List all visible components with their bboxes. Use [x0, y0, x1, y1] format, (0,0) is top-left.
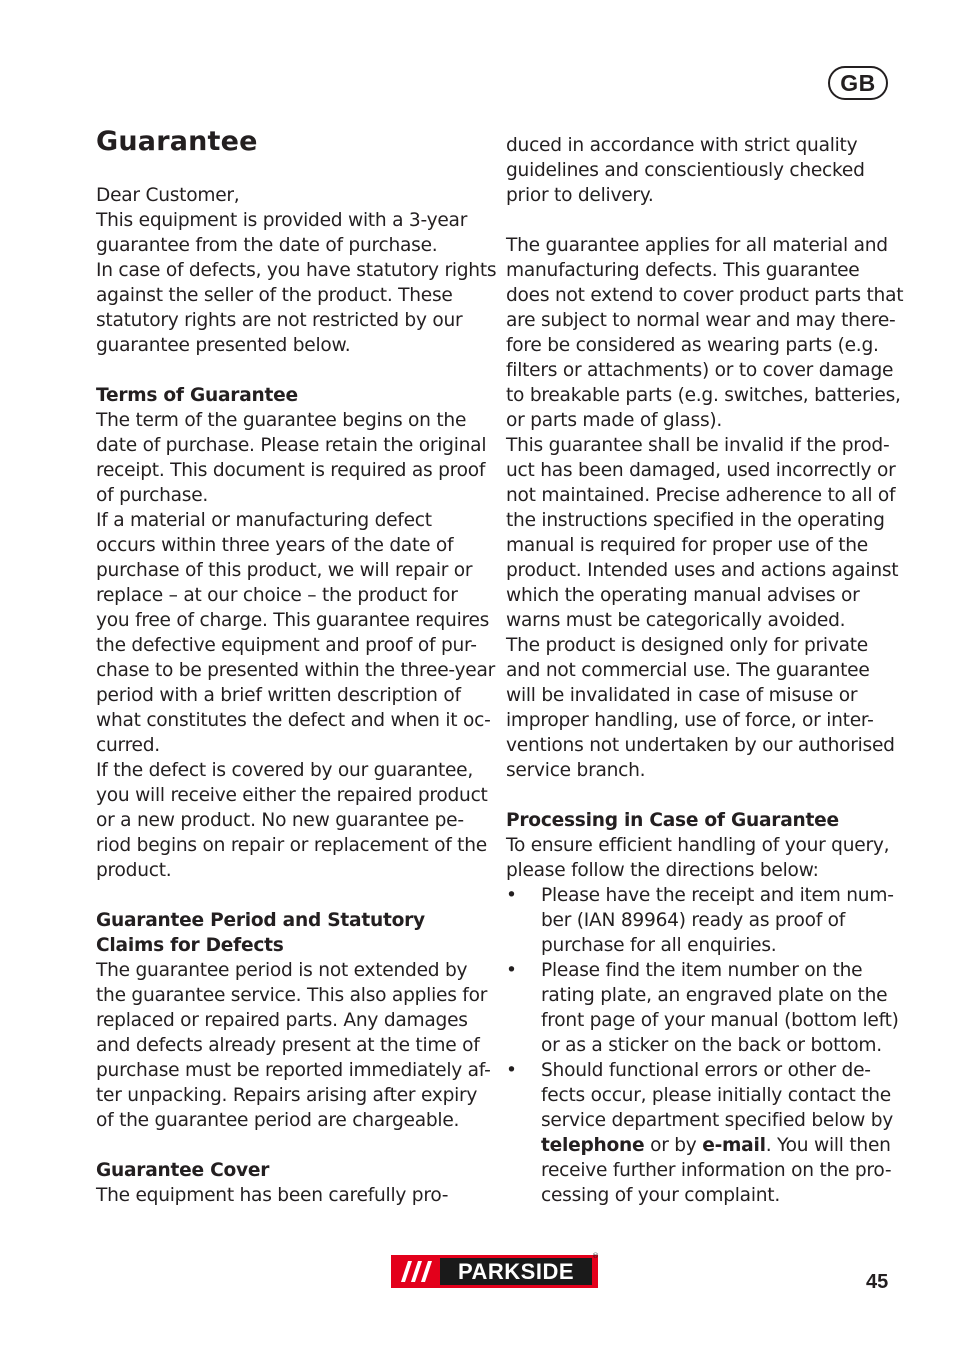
language-badge: GB	[828, 66, 888, 100]
text-line	[506, 133, 898, 158]
bullet-item	[506, 1058, 898, 1083]
section-heading	[96, 383, 488, 408]
text-line	[96, 808, 488, 833]
line-text: to breakable parts (e.g. switches, batteries,	[506, 385, 901, 406]
line-text: service branch.	[506, 760, 646, 781]
text-line	[96, 1008, 488, 1033]
paragraph-spacer	[96, 883, 488, 908]
text-line	[506, 658, 898, 683]
text-line	[506, 308, 898, 333]
line-text: If a material or manufacturing defect	[96, 510, 432, 531]
bullet-item	[506, 883, 898, 908]
line-text: ber (IAN 89964) ready as proof of	[541, 910, 846, 931]
line-text: Should functional errors or other de-	[541, 1060, 871, 1081]
line-text: The guarantee period is not extended by	[96, 960, 468, 981]
line-text: guidelines and conscientiously checked	[506, 160, 865, 181]
bullet-continuation	[506, 1108, 898, 1133]
text-line	[506, 483, 898, 508]
left-text-column	[96, 183, 497, 1208]
text-line	[506, 508, 898, 533]
text-line	[506, 858, 898, 883]
text-line	[506, 283, 904, 308]
text-line	[506, 183, 898, 208]
text-line	[96, 183, 488, 208]
text-run: or by	[644, 1135, 703, 1156]
line-text: of purchase.	[96, 485, 209, 506]
line-text: curred.	[96, 735, 160, 756]
text-line	[96, 1108, 488, 1133]
text-line	[506, 158, 898, 183]
line-text: period with a brief written description of	[96, 685, 461, 706]
text-line	[96, 1033, 488, 1058]
paragraph-spacer	[96, 1133, 488, 1158]
line-text: duced in accordance with strict quality	[506, 135, 858, 156]
line-text: To ensure efficient handling of your query,	[506, 835, 890, 856]
line-text: the guarantee service. This also applies for	[96, 985, 488, 1006]
text-line	[96, 258, 497, 283]
line-text: riod begins on repair or replacement of the	[96, 835, 487, 856]
text-line	[96, 333, 488, 358]
line-text: please follow the directions below:	[506, 860, 819, 881]
text-line	[96, 858, 488, 883]
text-line	[96, 733, 488, 758]
text-line	[96, 983, 488, 1008]
bullet-dot-icon: •	[506, 885, 517, 906]
logo-stripes-icon	[391, 1255, 437, 1288]
bullet-continuation	[506, 933, 898, 958]
logo-wordmark: PARKSIDE	[440, 1258, 592, 1285]
line-text: purchase for all enquiries.	[541, 935, 777, 956]
line-text: guarantee from the date of purchase.	[96, 235, 438, 256]
text-line	[506, 458, 898, 483]
text-line	[96, 583, 488, 608]
line-text: purchase of this product, we will repair or	[96, 560, 473, 581]
text-line	[96, 958, 488, 983]
line-text: cessing of your complaint.	[541, 1185, 780, 1206]
bullet-continuation	[506, 1083, 898, 1108]
line-text: does not extend to cover product parts that	[506, 285, 904, 306]
text-line	[96, 683, 488, 708]
bullet-continuation	[506, 1008, 898, 1033]
line-text: Dear Customer,	[96, 185, 240, 206]
bullet-dot-icon: •	[506, 1060, 517, 1081]
paragraph-spacer	[506, 783, 898, 808]
line-text: manufacturing defects. This guarantee	[506, 260, 860, 281]
text-line	[506, 683, 898, 708]
line-text: rating plate, an engraved plate on the	[541, 985, 888, 1006]
text-line	[96, 533, 488, 558]
line-text: date of purchase. Please retain the original	[96, 435, 487, 456]
text-line	[96, 1083, 488, 1108]
text-line	[96, 833, 488, 858]
text-line	[506, 533, 898, 558]
text-line	[506, 433, 898, 458]
line-text: filters or attachments) or to cover damage	[506, 360, 894, 381]
paragraph-spacer	[96, 358, 488, 383]
line-text: or a new product. No new guarantee pe-	[96, 810, 464, 831]
text-line	[506, 233, 898, 258]
bullet-continuation	[506, 1183, 898, 1208]
text-line	[96, 233, 488, 258]
text-line	[506, 833, 898, 858]
paragraph-spacer	[506, 208, 898, 233]
text-line	[506, 333, 898, 358]
line-text: chase to be presented within the three-year	[96, 660, 496, 681]
line-text: fore be considered as wearing parts (e.g.	[506, 335, 879, 356]
section-heading	[506, 808, 898, 833]
line-text: occurs within three years of the date of	[96, 535, 454, 556]
line-text: improper handling, use of force, or inter-	[506, 710, 874, 731]
line-text: ventions not undertaken by our authorised	[506, 735, 895, 756]
emphasis-text: telephone	[541, 1135, 645, 1156]
line-text: service department specified below by	[541, 1110, 894, 1131]
line-text: fects occur, please initially contact the	[541, 1085, 891, 1106]
line-text: or as a sticker on the back or bottom.	[541, 1035, 882, 1056]
line-text: the defective equipment and proof of pur-	[96, 635, 477, 656]
line-text: If the defect is covered by our guarantee,	[96, 760, 474, 781]
bullet-dot-icon: •	[506, 960, 517, 981]
line-text: receive further information on the pro-	[541, 1160, 892, 1181]
line-text: Please have the receipt and item num-	[541, 885, 894, 906]
text-line	[96, 1058, 491, 1083]
text-line	[96, 208, 488, 233]
text-line	[96, 708, 491, 733]
text-line	[96, 508, 488, 533]
text-line	[96, 483, 488, 508]
text-line	[506, 558, 898, 583]
text-line	[506, 633, 898, 658]
line-text: warns must be categorically avoided.	[506, 610, 846, 631]
bullet-continuation	[506, 1158, 898, 1183]
text-line	[506, 408, 898, 433]
text-line	[96, 408, 488, 433]
text-line	[506, 383, 901, 408]
line-text: Guarantee Period and Statutory	[96, 910, 425, 931]
line-text: This equipment is provided with a 3-year	[96, 210, 468, 231]
line-text: product. Intended uses and actions against	[506, 560, 899, 581]
line-text: and not commercial use. The guarantee	[506, 660, 870, 681]
line-text: product.	[96, 860, 172, 881]
line-text: Processing in Case of Guarantee	[506, 810, 839, 831]
line-text: The product is designed only for private	[506, 635, 868, 656]
text-line	[96, 458, 488, 483]
line-text: Terms of Guarantee	[96, 385, 298, 406]
line-text: against the seller of the product. These	[96, 285, 453, 306]
text-line	[96, 308, 488, 333]
text-line	[506, 608, 898, 633]
section-heading	[96, 933, 488, 958]
line-text: which the operating manual advises or	[506, 585, 860, 606]
text-line	[506, 758, 898, 783]
line-text: In case of defects, you have statutory rights	[96, 260, 497, 281]
line-text: of the guarantee period are chargeable.	[96, 1110, 460, 1131]
section-heading	[96, 1158, 488, 1183]
line-text: ter unpacking. Repairs arising after expiry	[96, 1085, 478, 1106]
section-heading	[96, 908, 488, 933]
text-line	[506, 733, 898, 758]
text-line	[96, 433, 488, 458]
line-text: the instructions specified in the operating	[506, 510, 885, 531]
line-text: purchase must be reported immediately af-	[96, 1060, 491, 1081]
text-line	[96, 558, 488, 583]
text-line	[96, 783, 488, 808]
line-text: not maintained. Precise adherence to all of	[506, 485, 896, 506]
text-line	[506, 583, 898, 608]
line-text: are subject to normal wear and may there-	[506, 310, 896, 331]
text-line	[506, 258, 898, 283]
line-text: replaced or repaired parts. Any damages	[96, 1010, 468, 1031]
line-text: uct has been damaged, used incorrectly or	[506, 460, 896, 481]
bullet-item	[506, 958, 898, 983]
text-line	[506, 358, 898, 383]
line-text: you will receive either the repaired product	[96, 785, 488, 806]
line-text: This guarantee shall be invalid if the prod-	[506, 435, 890, 456]
line-text: and defects already present at the time of	[96, 1035, 480, 1056]
line-text: prior to delivery.	[506, 185, 654, 206]
line-text: The equipment has been carefully pro-	[96, 1185, 449, 1206]
registered-mark: ®	[592, 1252, 599, 1260]
line-text: will be invalidated in case of misuse or	[506, 685, 858, 706]
right-text-column	[506, 133, 904, 1208]
line-text: receipt. This document is required as proof	[96, 460, 486, 481]
bullet-continuation	[506, 983, 898, 1008]
emphasis-text: e-mail	[702, 1135, 766, 1156]
line-text: front page of your manual (bottom left)	[541, 1010, 899, 1031]
line-text: The term of the guarantee begins on the	[96, 410, 467, 431]
parkside-logo	[391, 1255, 598, 1288]
text-line	[96, 608, 488, 633]
line-text: Claims for Defects	[96, 935, 284, 956]
line-text: statutory rights are not restricted by our	[96, 310, 463, 331]
line-text: or parts made of glass).	[506, 410, 723, 431]
text-run: . You will then	[765, 1135, 891, 1156]
text-line	[96, 633, 488, 658]
bullet-continuation	[506, 1133, 898, 1158]
page-title: Guarantee	[96, 126, 258, 157]
text-line	[96, 758, 488, 783]
line-text: you free of charge. This guarantee requires	[96, 610, 490, 631]
text-line	[96, 658, 496, 683]
line-text: replace – at our choice – the product for	[96, 585, 458, 606]
line-text: manual is required for proper use of the	[506, 535, 868, 556]
text-line	[96, 283, 488, 308]
bullet-continuation	[506, 1033, 898, 1058]
line-text: Guarantee Cover	[96, 1160, 270, 1181]
line-text: Please find the item number on the	[541, 960, 863, 981]
line-text: guarantee presented below.	[96, 335, 351, 356]
line-text: what constitutes the defect and when it oc-	[96, 710, 491, 731]
line-text: The guarantee applies for all material and	[506, 235, 888, 256]
text-line	[506, 708, 898, 733]
page-number: 45	[866, 1271, 889, 1293]
bullet-continuation	[506, 908, 898, 933]
text-line	[96, 1183, 488, 1208]
